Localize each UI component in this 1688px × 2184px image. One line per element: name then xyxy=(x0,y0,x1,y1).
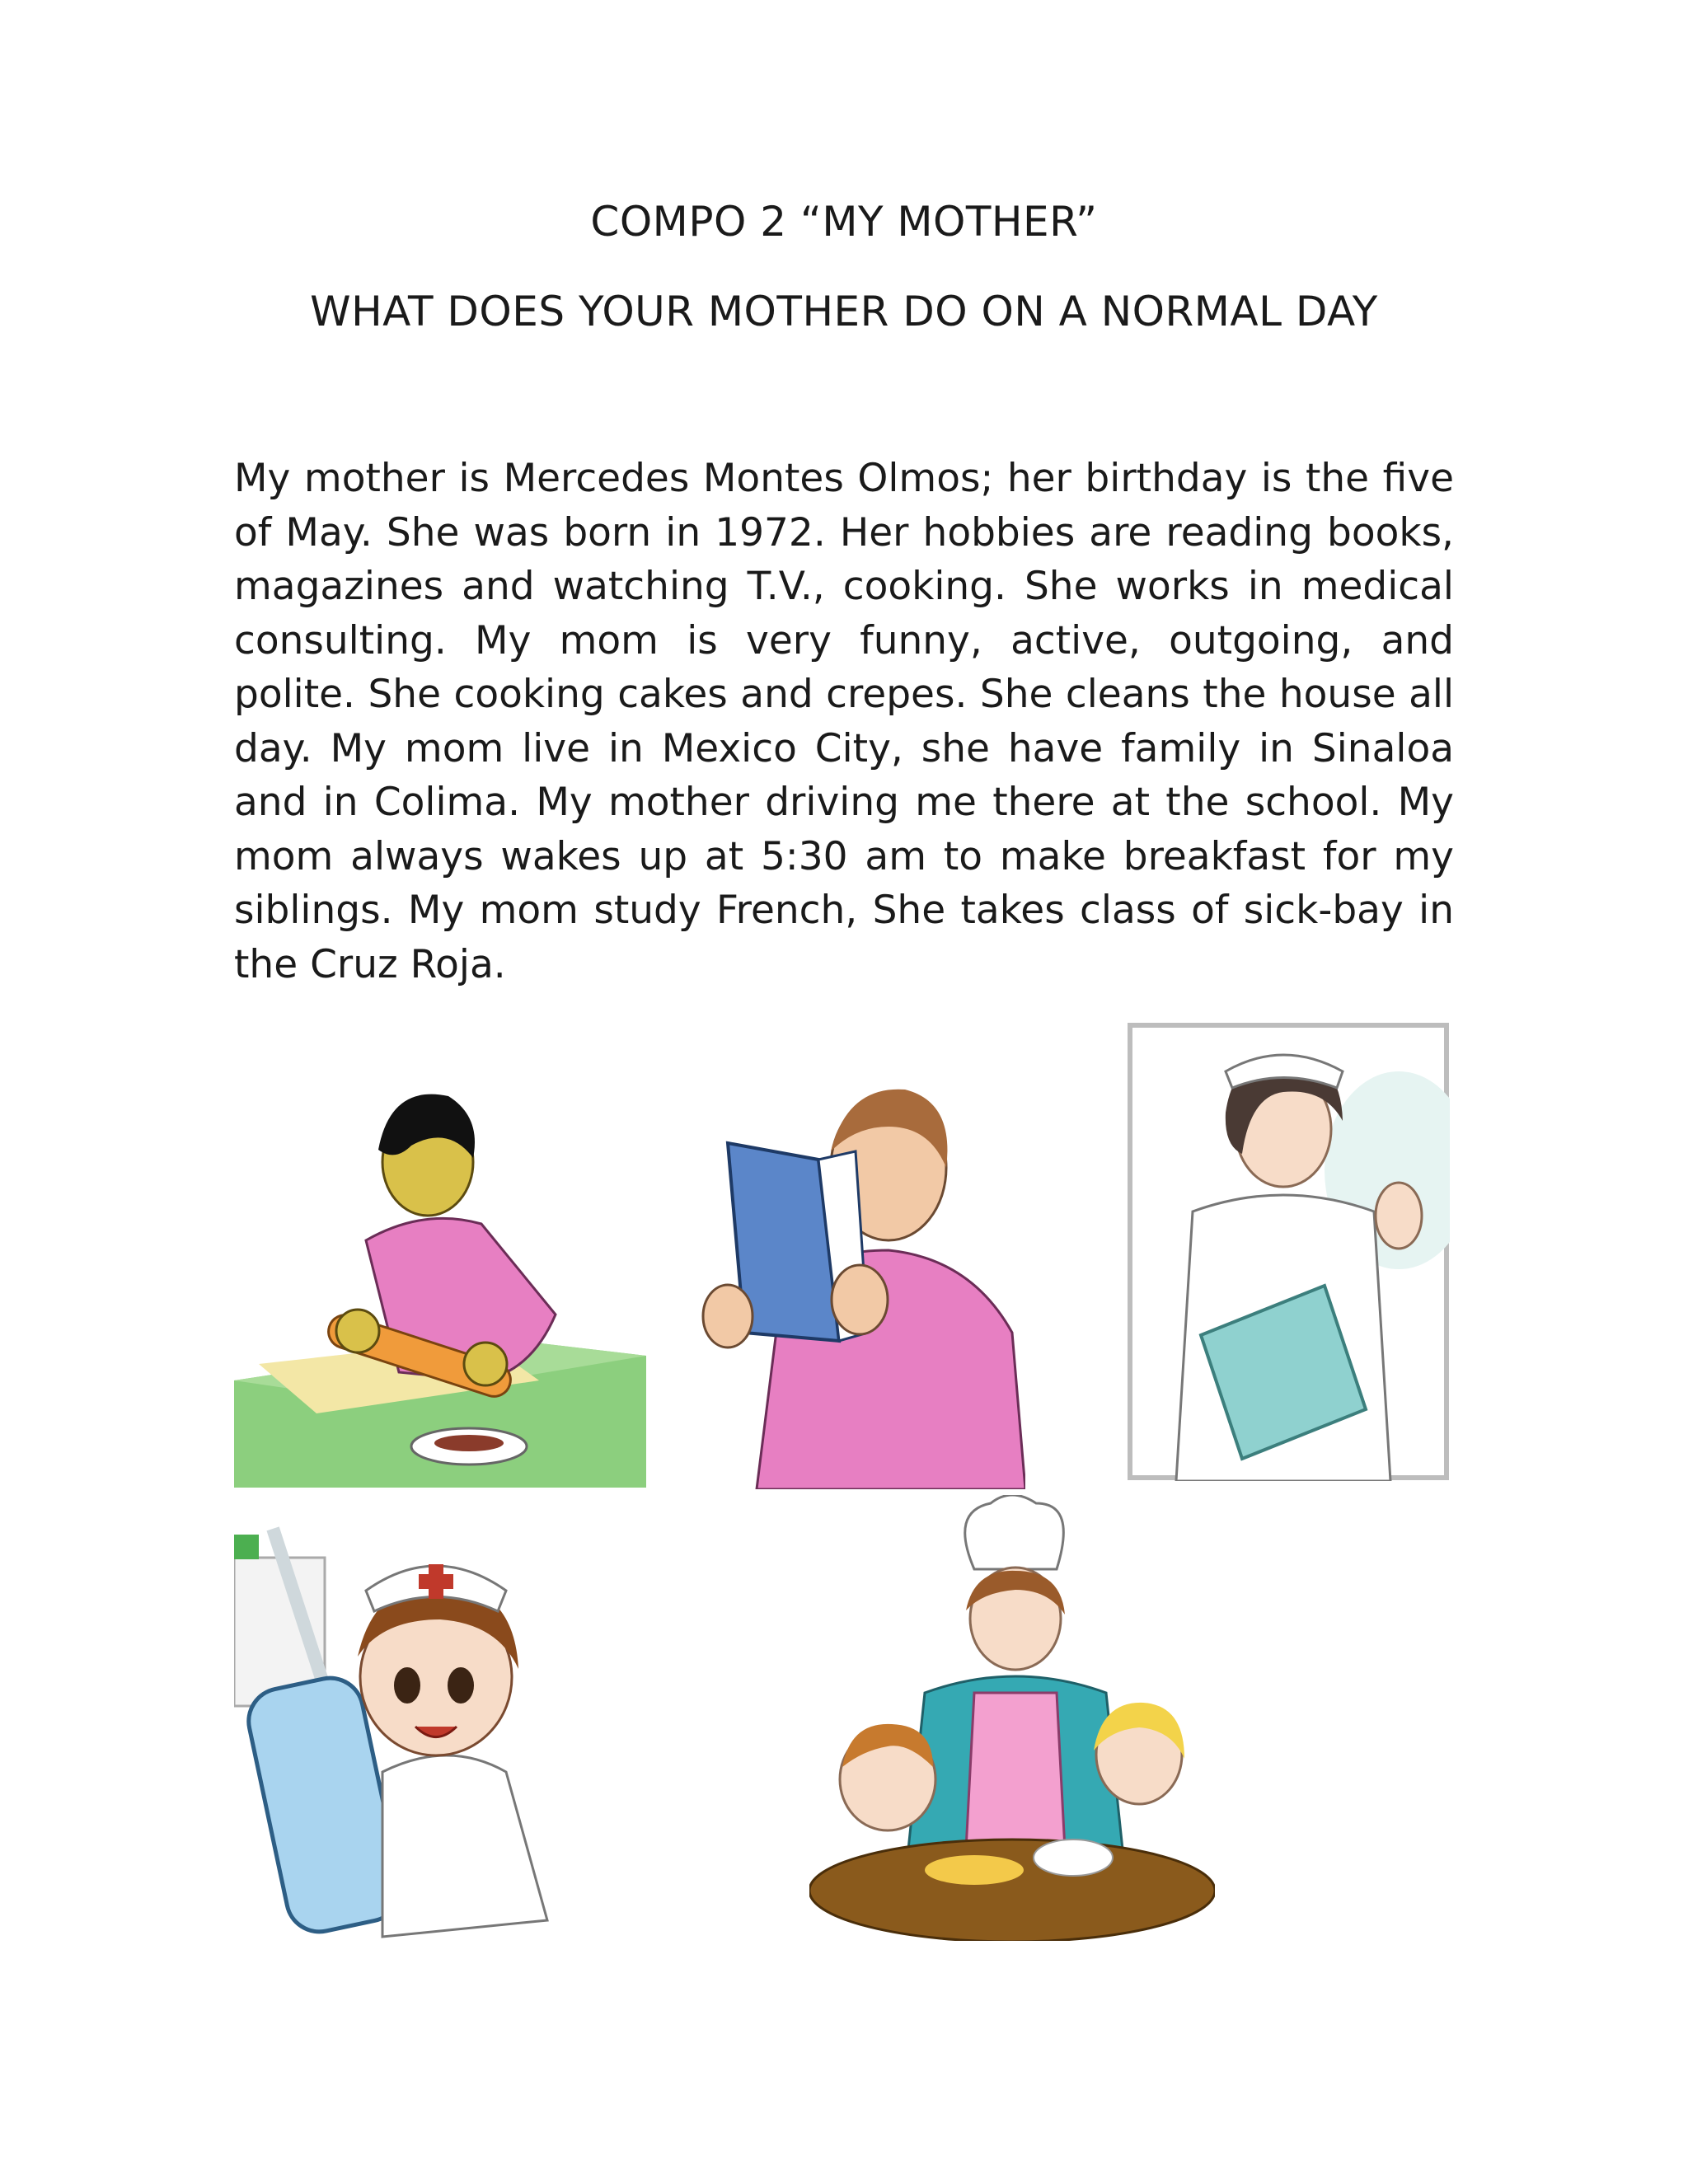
woman-reading-book-icon xyxy=(682,1069,1025,1489)
document-subtitle: WHAT DOES YOUR MOTHER DO ON A NORMAL DAY xyxy=(310,288,1378,335)
nurse-with-clipboard-icon xyxy=(1127,1022,1450,1481)
body-paragraph: My mother is Mercedes Montes Olmos; her birthday is the five of May. She was born in 1972. Her hobbies are reading books, magazines and watching T.V., cooking. She works in medical consulting. My mom is very funny, active, outgoing, and polite. She cooking cakes and crepes. She cleans the house all day. My mom live in Mexico City, she have family in Sinaloa and in Colima. My mother driving me there at the school. My mom always wakes up at 5:30 am to make breakfast for my siblings. My mom study French, She takes class of sick-bay in the Cruz Roja. xyxy=(234,456,1454,987)
woman-rolling-dough-icon xyxy=(234,1067,646,1488)
document-title: COMPO 2 “MY MOTHER” xyxy=(590,198,1098,246)
chef-mother-with-children-icon xyxy=(809,1495,1215,1941)
nurse-with-syringe-icon xyxy=(234,1525,601,1941)
